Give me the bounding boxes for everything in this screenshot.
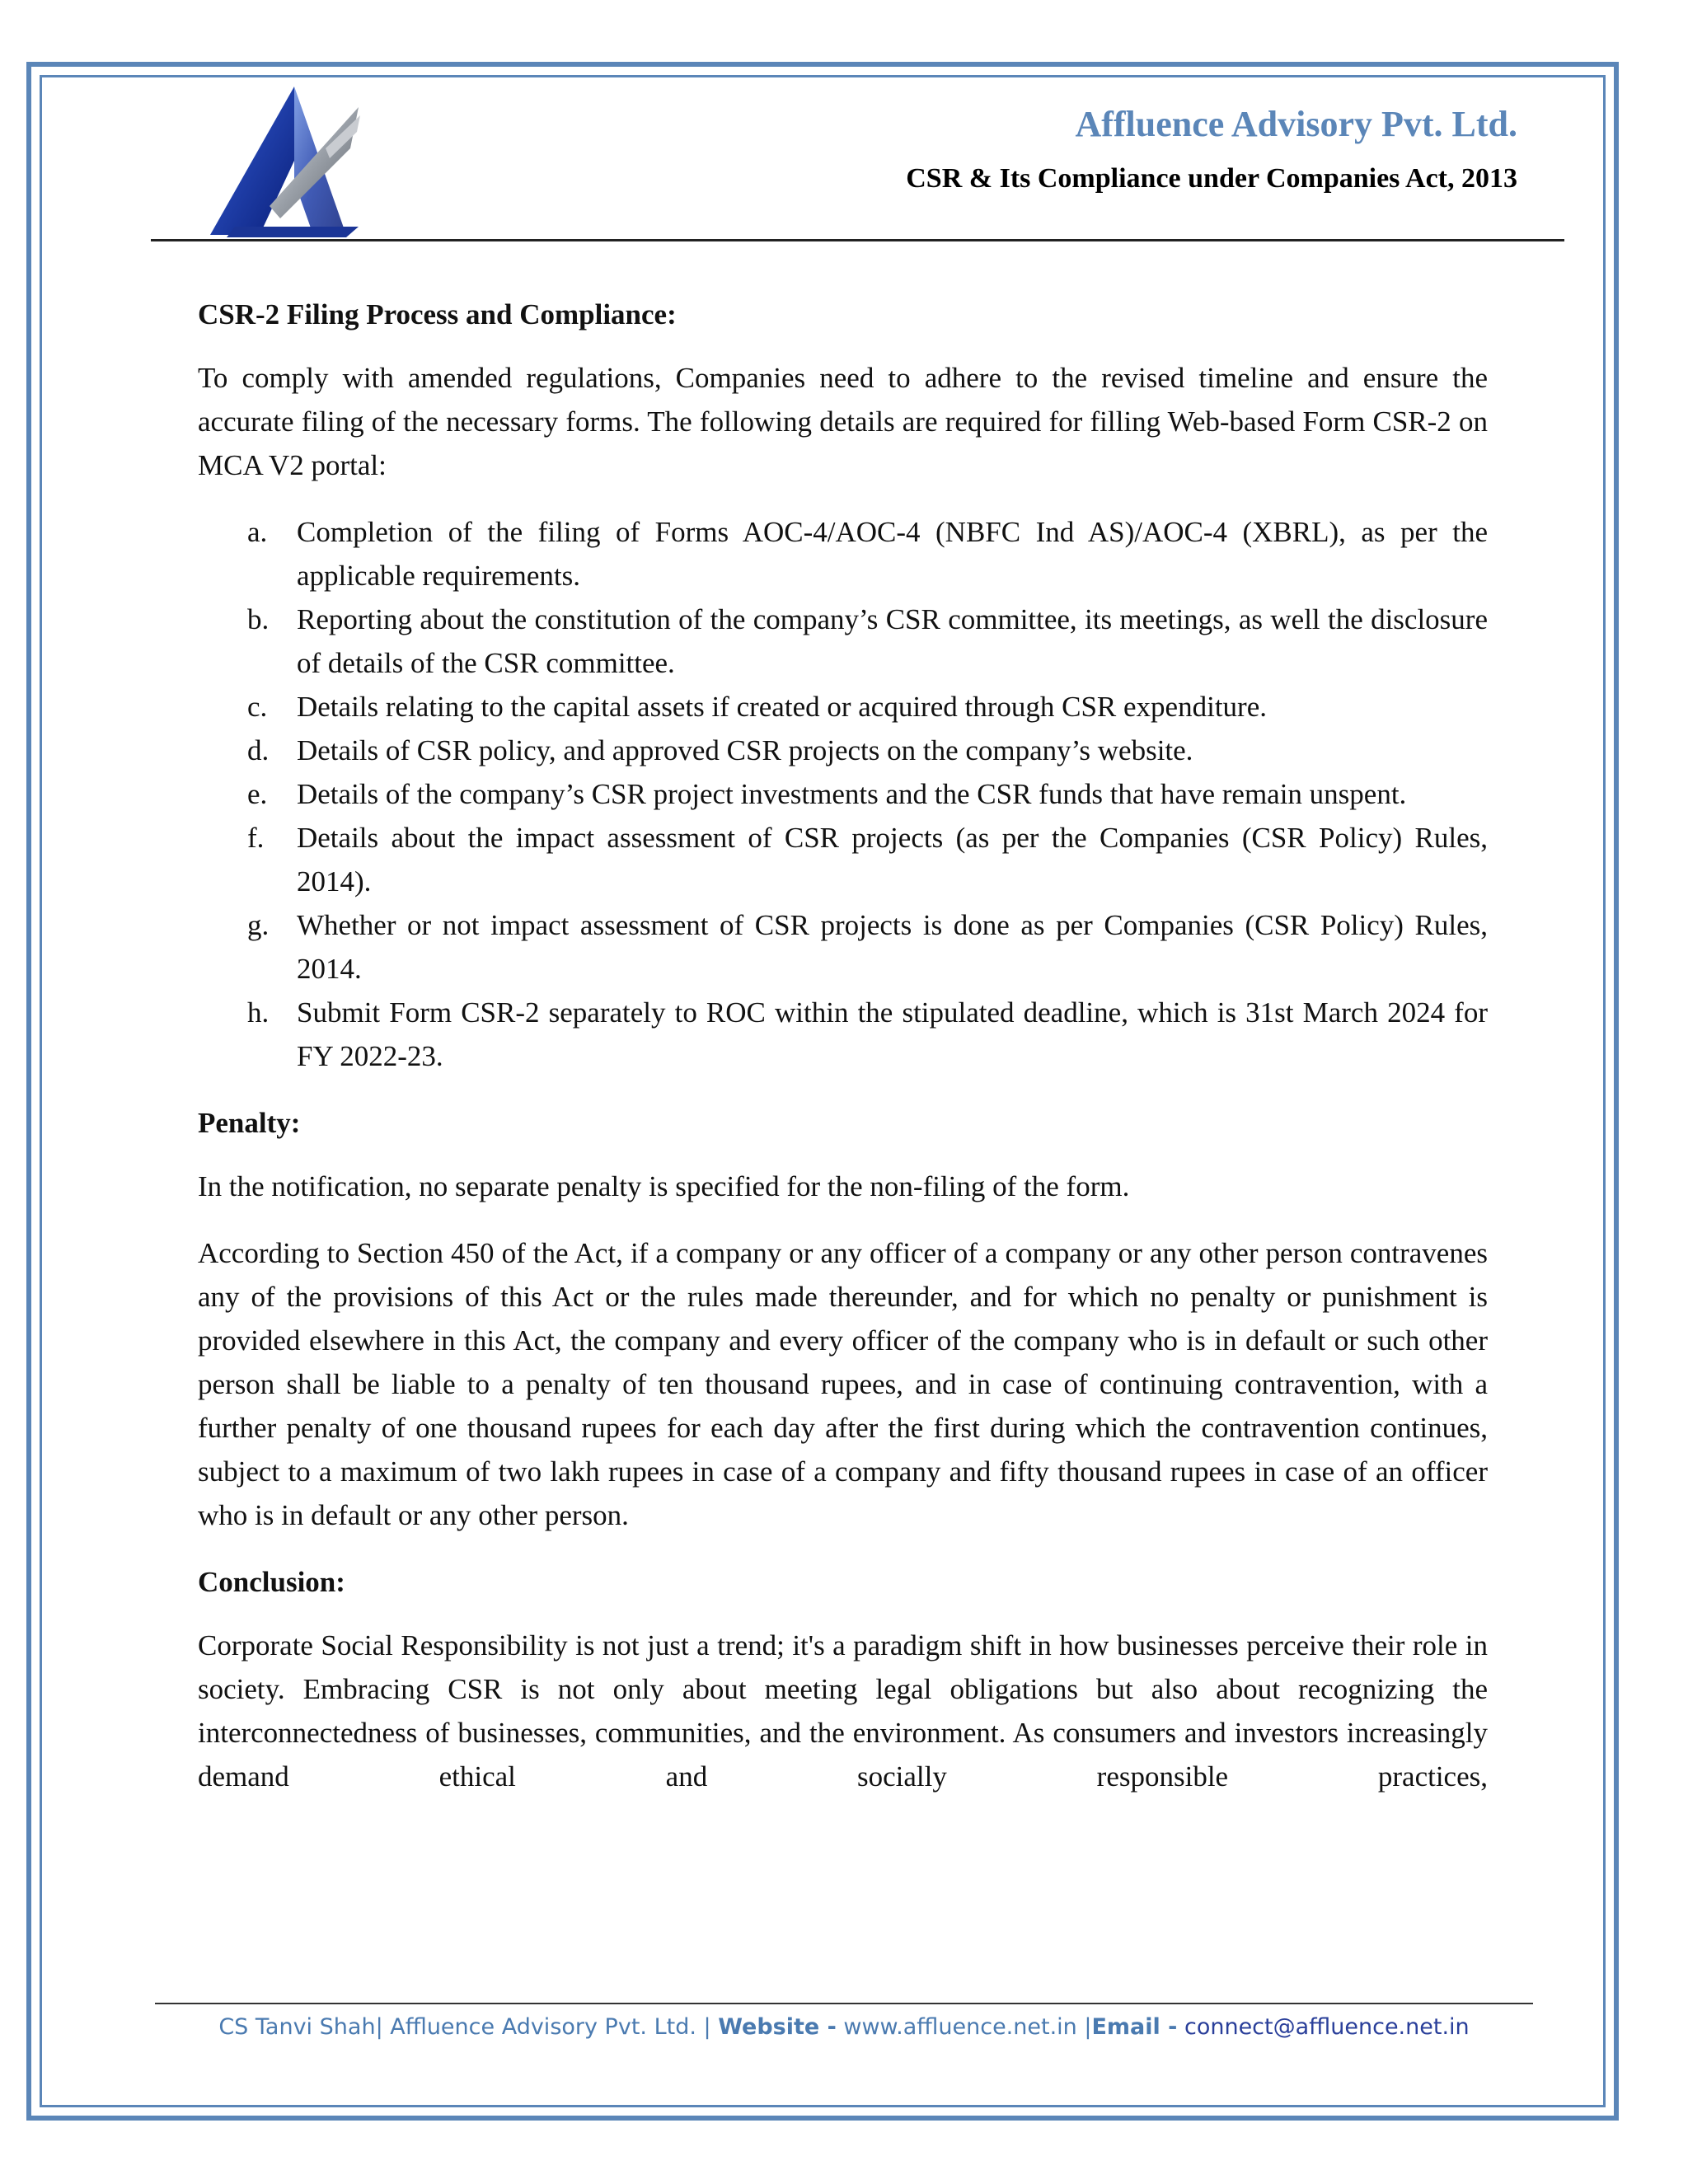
penalty-paragraph-1: In the notification, no separate penalty is specified for the non-filing of the form. bbox=[198, 1170, 1130, 1202]
footer-company: Affluence Advisory Pvt. Ltd. bbox=[390, 2014, 696, 2040]
list-item: b. Reporting about the constitution of the company’s CSR committee, its meetings, as well the disclosure of details of the CSR committee. bbox=[247, 603, 1488, 679]
list-item: h. Submit Form CSR-2 separately to ROC within the stipulated deadline, which is 31st March 2024 for FY 2022-23. bbox=[247, 996, 1488, 1072]
document-subtitle: CSR & Its Compliance under Companies Act, 2013 bbox=[906, 163, 1517, 194]
header-divider bbox=[151, 239, 1564, 241]
penalty-paragraph-2: According to Section 450 of the Act, if a company or any officer of a company or any other person contravenes any of the provisions of this Act or the rules made thereunder, and for which no penalty or punishment is provided elsewhere in this Act, the company and every officer of the company who is in default or such other person shall be liable to a penalty of ten thousand rupees, and in case of continuing contravention, with a further penalty of one thousand rupees for each day after the first during which the contravention continues, subject to a maximum of two lakh rupees in case of a company and fifty thousand rupees in case of an officer who is in default or any other person. bbox=[198, 1237, 1488, 1531]
page-footer: CS Tanvi Shah| Affluence Advisory Pvt. Ltd. | Website - www.affluence.net.in |Email - connect@affluence.net.in bbox=[218, 2014, 1470, 2040]
company-name: Affluence Advisory Pvt. Ltd. bbox=[1075, 104, 1517, 144]
conclusion-paragraph: Corporate Social Responsibility is not just a trend; it's a paradigm shift in how businesses perceive their role in society. Embracing CSR is not only about meeting legal obligations but also about recognizing the interconnectedness of businesses, communities, and the environment. As consumers and investors increasingly demand ethical and socially responsible practices, bbox=[198, 1629, 1488, 1793]
list-item: f. Details about the impact assessment of CSR projects (as per the Companies (CSR Policy) Rules, 2014). bbox=[247, 822, 1488, 898]
list-item: g. Whether or not impact assessment of CSR projects is done as per Companies (CSR Policy) Rules, 2014. bbox=[247, 909, 1488, 985]
footer-email-link[interactable]: connect@affluence.net.in bbox=[1184, 2014, 1470, 2040]
footer-website-link[interactable]: www.affluence.net.in bbox=[843, 2014, 1077, 2040]
section-heading-conclusion: Conclusion: bbox=[198, 1566, 345, 1598]
csr2-requirements-list bbox=[198, 510, 1488, 1078]
section-heading-csr2: CSR-2 Filing Process and Compliance: bbox=[198, 298, 677, 330]
footer-email-label: Email - bbox=[1091, 2014, 1178, 2040]
list-item: d. Details of CSR policy, and approved CSR projects on the company’s website. bbox=[247, 734, 1193, 766]
section-heading-penalty: Penalty: bbox=[198, 1107, 301, 1139]
list-item: e. Details of the company’s CSR project investments and the CSR funds that have remain unspent. bbox=[247, 778, 1407, 810]
document-body bbox=[198, 293, 1488, 1798]
csr2-intro-paragraph: To comply with amended regulations, Companies need to adhere to the revised timeline and ensure the accurate filing of the necessary forms. The following details are required for filling Web-based Form CSR-2 on MCA V2 portal: bbox=[198, 362, 1488, 481]
list-item: c. Details relating to the capital assets if created or acquired through CSR expenditure. bbox=[247, 691, 1267, 723]
footer-divider bbox=[155, 2003, 1533, 2004]
footer-website-label: Website - bbox=[718, 2014, 837, 2040]
list-item: a. Completion of the filing of Forms AOC-4/AOC-4 (NBFC Ind AS)/AOC-4 (XBRL), as per the applicable requirements. bbox=[247, 516, 1488, 592]
footer-author: CS Tanvi Shah bbox=[218, 2014, 376, 2040]
affluence-triangle-logo-icon bbox=[202, 82, 367, 239]
